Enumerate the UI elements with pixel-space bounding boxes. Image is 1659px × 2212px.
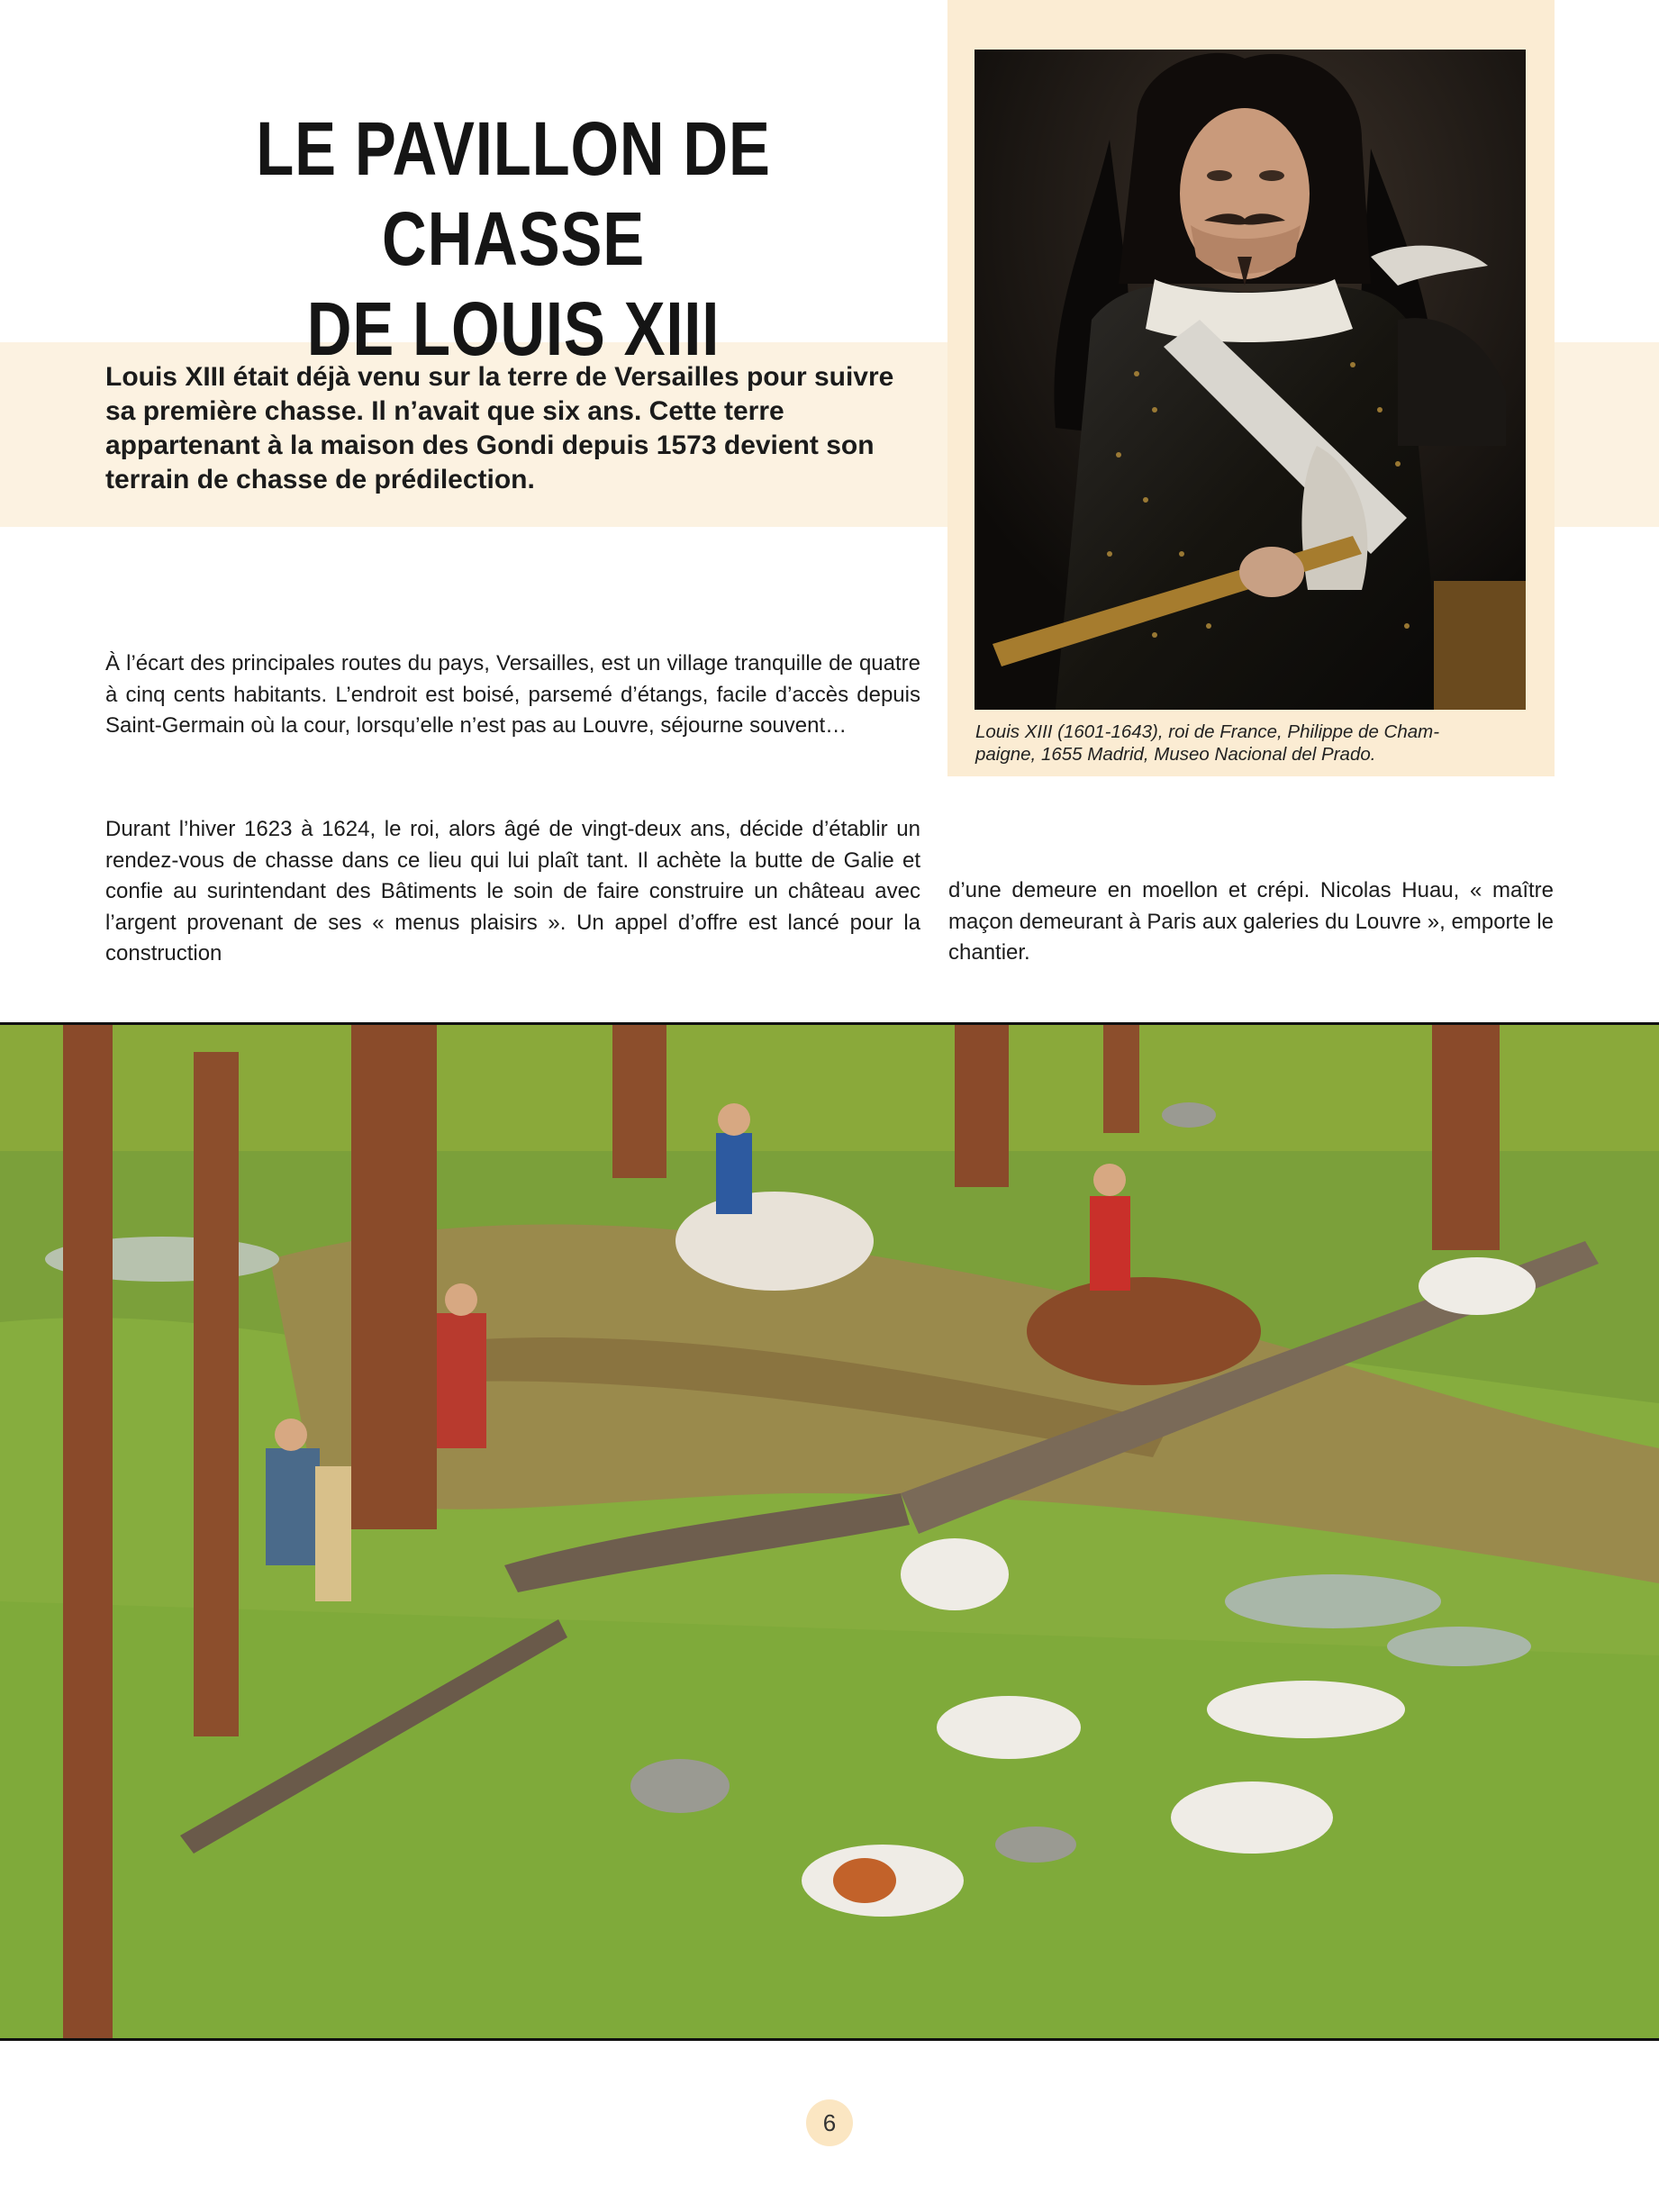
intro-text: Louis XIII était déjà venu sur la terre de Versailles pour suivre sa première chasse. Il n’avait que six ans. Cette terre appartenant à la maison des Gondi depuis 1573 devient son terrain de chasse de prédilection. [105, 362, 894, 494]
forest-hunt-scene [0, 1025, 1659, 2038]
portrait-image [975, 50, 1526, 710]
body-paragraph-2: Durant l’hiver 1623 à 1624, le roi, alors âgé de vingt-deux ans, décide d’établir un rendez-vous de chasse dans ce lieu qui lui plaît tant. Il achète la butte de Galie et confie au surintendant des Bâtiments le soin de faire construire un château avec l’argent provenant de ses « menus plaisirs ». Un appel d’offre est lancé pour la construction [105, 817, 920, 965]
title-line-2: DE LOUIS XIII [306, 286, 721, 371]
page-title [163, 104, 865, 374]
caption-line-2: paigne, 1655 Madrid, Museo Nacional del Prado. [975, 744, 1376, 765]
body-paragraph-3: d’une demeure en moellon et crépi. Nicolas Huau, « maître maçon demeurant à Paris aux galeries du Louvre », emporte le chantier. [948, 878, 1554, 965]
caption-line-1: Louis XIII (1601-1643), roi de France, Philippe de Cham- [975, 721, 1440, 742]
page-number: 6 [806, 2099, 853, 2146]
portrait-painting [975, 50, 1526, 710]
hunting-illustration [0, 1022, 1659, 2041]
portrait-caption [975, 721, 1534, 766]
body-paragraph-1: À l’écart des principales routes du pays, Versailles, est un village tranquille de quatre à cinq cents habitants. L’endroit est boisé, parsemé d’étangs, facile d’accès depuis Saint-Germain où la cour, lorsqu’elle n’est pas au Louvre, séjourne souvent… [105, 651, 920, 738]
title-line-1: LE PAVILLON DE CHASSE [256, 106, 771, 281]
